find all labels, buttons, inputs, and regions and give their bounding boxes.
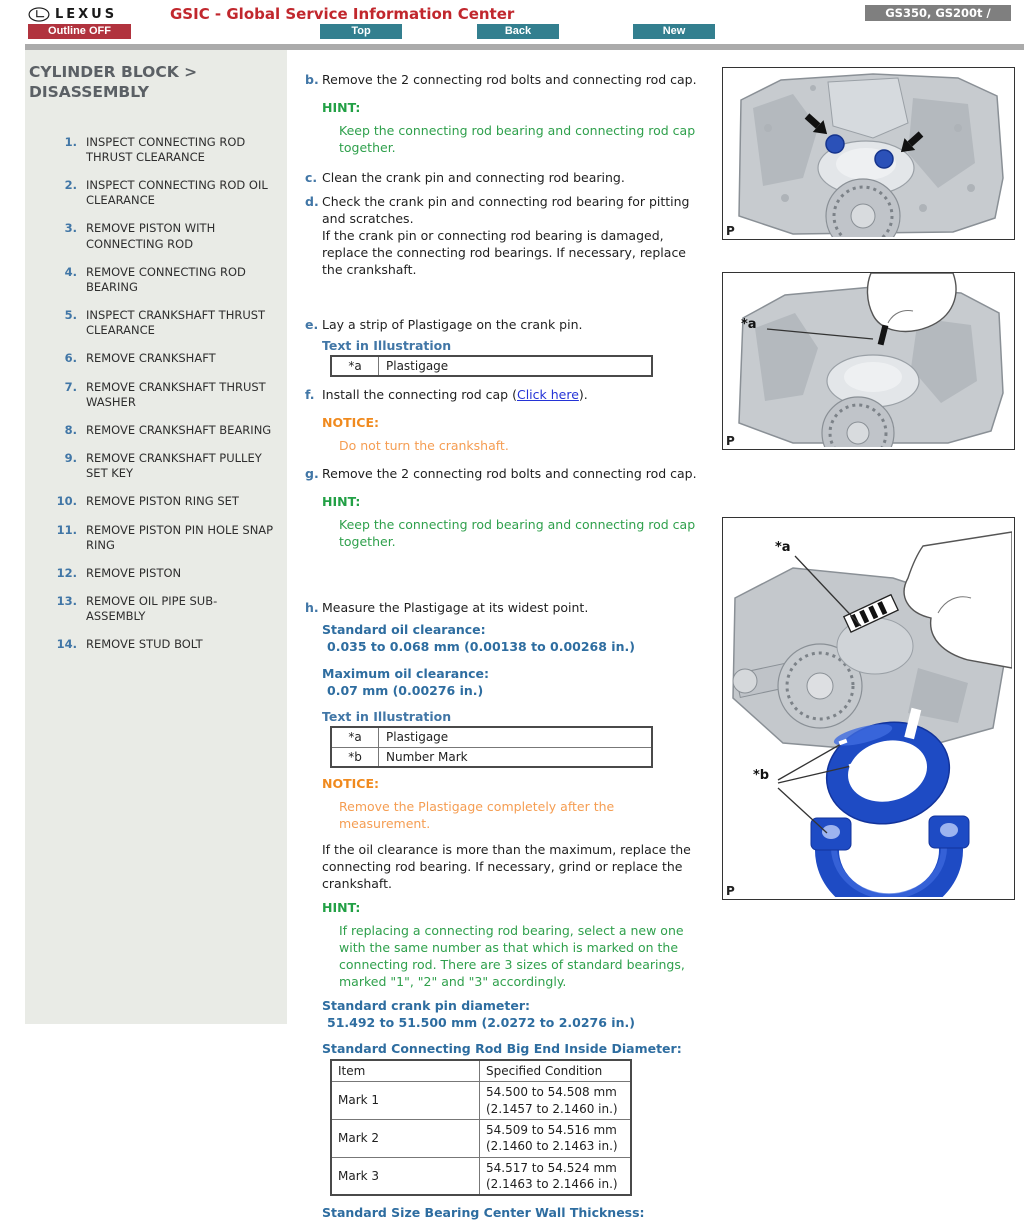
spec-label: Standard crank pin diameter: [322,997,531,1013]
hint-text: Keep the connecting rod bearing and connecting rod cap together. [339,517,696,550]
procedure-content [305,60,709,1221]
toc-number: 9. [64,451,77,466]
toc-number: 12. [56,565,77,580]
table-row [331,356,652,376]
step-letter: c. [305,170,318,185]
toc-label: INSPECT CRANKSHAFT THRUST CLEARANCE [86,308,266,338]
item-cell: Mark 2 [331,1119,480,1157]
hint-label: HINT: [322,494,361,510]
spec-value: 0.035 to 0.068 mm (0.00138 to 0.00268 in.) [327,639,635,655]
toc-item-11[interactable] [25,523,287,553]
figure-lay-plastigage [722,272,1015,450]
figure-measure-and-bearing [722,517,1015,900]
toc-number: 7. [64,379,77,394]
toc-item-8[interactable] [25,423,287,438]
toc-item-6[interactable] [25,351,287,366]
callout-b: *b [753,768,770,783]
top-button[interactable]: Top [320,24,402,39]
hint-label: HINT: [322,899,361,915]
figure-corner-mark: P [726,884,735,898]
toc-number: 5. [64,308,77,323]
model-badge: GS350, GS200t / [865,5,1011,21]
spec-value: 0.07 mm (0.00276 in.) [327,683,484,699]
step-g [305,465,709,482]
toc-label: REMOVE CRANKSHAFT THRUST WASHER [86,379,266,409]
step-f [305,386,709,403]
condition-mm: 54.509 to 54.516 mm [486,1122,617,1137]
toc-number: 1. [64,134,77,149]
condition-in: (2.1457 to 2.1460 in.) [486,1101,618,1116]
table-row [331,1082,631,1120]
notice-label: NOTICE: [322,415,379,431]
step-e [305,316,709,333]
lexus-logo [28,7,117,22]
step-text: Remove the 2 connecting rod bolts and connecting rod cap. [322,466,697,482]
big-end-diameter-table [330,1059,632,1196]
table-row [331,1119,631,1157]
table-header-row [331,1060,631,1082]
step-text [322,386,588,403]
callout-a: *a [741,317,757,332]
step-text: Measure the Plastigage at its widest point. [322,600,589,616]
condition-cell [480,1157,632,1195]
page-title: GSIC - Global Service Information Center [170,5,515,23]
callout-a: *a [775,540,791,555]
text-in-illustration-heading: Text in Illustration [322,338,452,353]
toc-sidebar [25,50,287,1024]
item-cell: Mark 1 [331,1082,480,1120]
toc-number: 6. [64,351,77,366]
step-letter: e. [305,317,319,332]
condition-in: (2.1463 to 2.1466 in.) [486,1176,618,1191]
toc-item-4[interactable] [25,265,287,295]
toc-label: REMOVE PISTON [86,565,182,580]
toc-list [25,135,287,653]
step-f-pre: Install the connecting rod cap ( [322,387,517,403]
toc-number: 3. [64,221,77,236]
toc-number: 11. [56,522,77,537]
toc-number: 4. [64,264,77,279]
condition-cell [480,1119,632,1157]
step-text: Lay a strip of Plastigage on the crank pin. [322,317,583,332]
toc-item-3[interactable] [25,221,287,251]
step-d [305,193,709,278]
toc-label: REMOVE PISTON RING SET [86,494,239,509]
table-row [331,1157,631,1195]
step-letter: b. [305,72,319,87]
toc-item-12[interactable] [25,566,287,581]
column-header: Specified Condition [480,1060,632,1082]
legend-value: Plastigage [379,727,653,747]
toc-label: REMOVE STUD BOLT [86,637,203,652]
rod-cap [811,816,969,897]
legend-key: *a [331,727,379,747]
toc-label: REMOVE CRANKSHAFT [86,351,216,366]
step-letter: d. [305,194,319,209]
toc-label: REMOVE OIL PIPE SUB-ASSEMBLY [86,594,218,624]
illustration-legend-table-2 [330,726,653,768]
rod-bolt-marker-right [875,150,893,168]
engine-block-hand-illustration [723,273,1012,447]
toc-label: REMOVE CRANKSHAFT PULLEY SET KEY [86,451,262,481]
section-title-line2: DISASSEMBLY [29,82,149,101]
toc-item-7[interactable] [25,380,287,410]
toc-item-5[interactable] [25,308,287,338]
toc-label: REMOVE PISTON WITH CONNECTING ROD [86,221,216,251]
step-d-line1: Check the crank pin and connecting rod bearing for pitting and scratches. [322,194,690,226]
engine-block-illustration [723,68,1012,237]
step-letter: h. [305,600,319,616]
step-text [322,193,709,278]
item-cell: Mark 3 [331,1157,480,1195]
step-letter: f. [305,387,315,403]
illustration-legend-table-1 [330,355,653,377]
spec-label: Standard oil clearance: [322,622,486,638]
figure-rod-bolts [722,67,1015,240]
body-paragraph: If the oil clearance is more than the maximum, replace the connecting rod bearing. If necessary, grind or replace the crankshaft. [322,841,691,891]
step-c [305,169,709,186]
measure-bearing-illustration [723,518,1012,897]
section-title-line1: CYLINDER BLOCK > [29,63,198,81]
leader-line [778,788,827,833]
lexus-emblem-icon [28,7,50,22]
step-f-post: ). [578,387,588,403]
legend-key: *b [331,747,379,767]
toc-item-10[interactable] [25,494,287,509]
legend-value: Plastigage [379,356,653,376]
spec-label: Maximum oil clearance: [322,666,490,682]
rod-bolt-marker-left [826,135,844,153]
table-row [331,727,652,747]
text-in-illustration-heading: Text in Illustration [322,709,452,725]
figure-corner-mark: P [726,224,735,238]
toc-number: 8. [64,422,77,437]
hint-text: Keep the connecting rod bearing and connecting rod cap together. [339,123,696,155]
condition-in: (2.1460 to 2.1463 in.) [486,1139,618,1154]
condition-mm: 54.500 to 54.508 mm [486,1085,617,1100]
figure-corner-mark: P [726,434,735,448]
outline-off-button[interactable]: Outline OFF [28,24,131,39]
step-h [305,599,709,616]
toc-number: 14. [56,637,77,652]
toc-label: INSPECT CONNECTING ROD OIL CLEARANCE [86,178,268,208]
toc-item-13[interactable] [25,594,287,624]
column-header: Item [331,1060,480,1082]
table-row [331,747,652,767]
section-title [29,63,281,103]
toc-number: 2. [64,178,77,192]
toc-label: REMOVE CRANKSHAFT BEARING [86,422,272,437]
hint-label: HINT: [322,100,361,115]
toc-label: REMOVE PISTON PIN HOLE SNAP RING [86,522,274,552]
new-button[interactable]: New [633,24,715,39]
step-d-line2: If the crank pin or connecting rod bearing is damaged, replace the connecting rod bearings. If necessary, replace the crankshaft. [322,228,687,277]
toc-label: INSPECT CONNECTING ROD THRUST CLEARANCE [86,134,246,164]
toc-label: REMOVE CONNECTING ROD BEARING [86,264,246,294]
spec-value: 51.492 to 51.500 mm (2.0272 to 2.0276 in.) [327,1014,635,1030]
toc-number: 13. [56,594,77,609]
step-b [305,71,709,88]
notice-text: Remove the Plastigage completely after the measurement. [339,798,615,831]
step-text: Remove the 2 connecting rod bolts and connecting rod cap. [322,72,697,87]
big-end-table-title: Standard Connecting Rod Big End Inside Diameter: [322,1040,682,1056]
toc-item-2[interactable] [25,178,287,208]
notice-label: NOTICE: [322,775,379,791]
legend-key: *a [331,356,379,376]
toc-item-9[interactable] [25,451,287,481]
condition-mm: 54.517 to 54.524 mm [486,1160,617,1175]
notice-text: Do not turn the crankshaft. [339,438,509,454]
hint-text: If replacing a connecting rod bearing, select a new one with the same number as that which is marked on the connecting rod. There are 3 sizes of standard bearings, marked "1", "2" and "3" accordingly. [339,922,685,989]
click-here-link[interactable]: Click here [516,387,579,403]
step-text: Clean the crank pin and connecting rod bearing. [322,170,625,185]
step-letter: g. [305,466,319,482]
toc-item-1[interactable] [25,135,287,165]
legend-value: Number Mark [379,747,653,767]
back-button[interactable]: Back [477,24,559,39]
next-section-heading-clipped: Standard Size Bearing Center Wall Thickness: [322,1205,645,1221]
condition-cell [480,1082,632,1120]
brand-wordmark: LEXUS [55,7,118,22]
toc-number: 10. [56,494,77,509]
toc-item-14[interactable] [25,637,287,652]
